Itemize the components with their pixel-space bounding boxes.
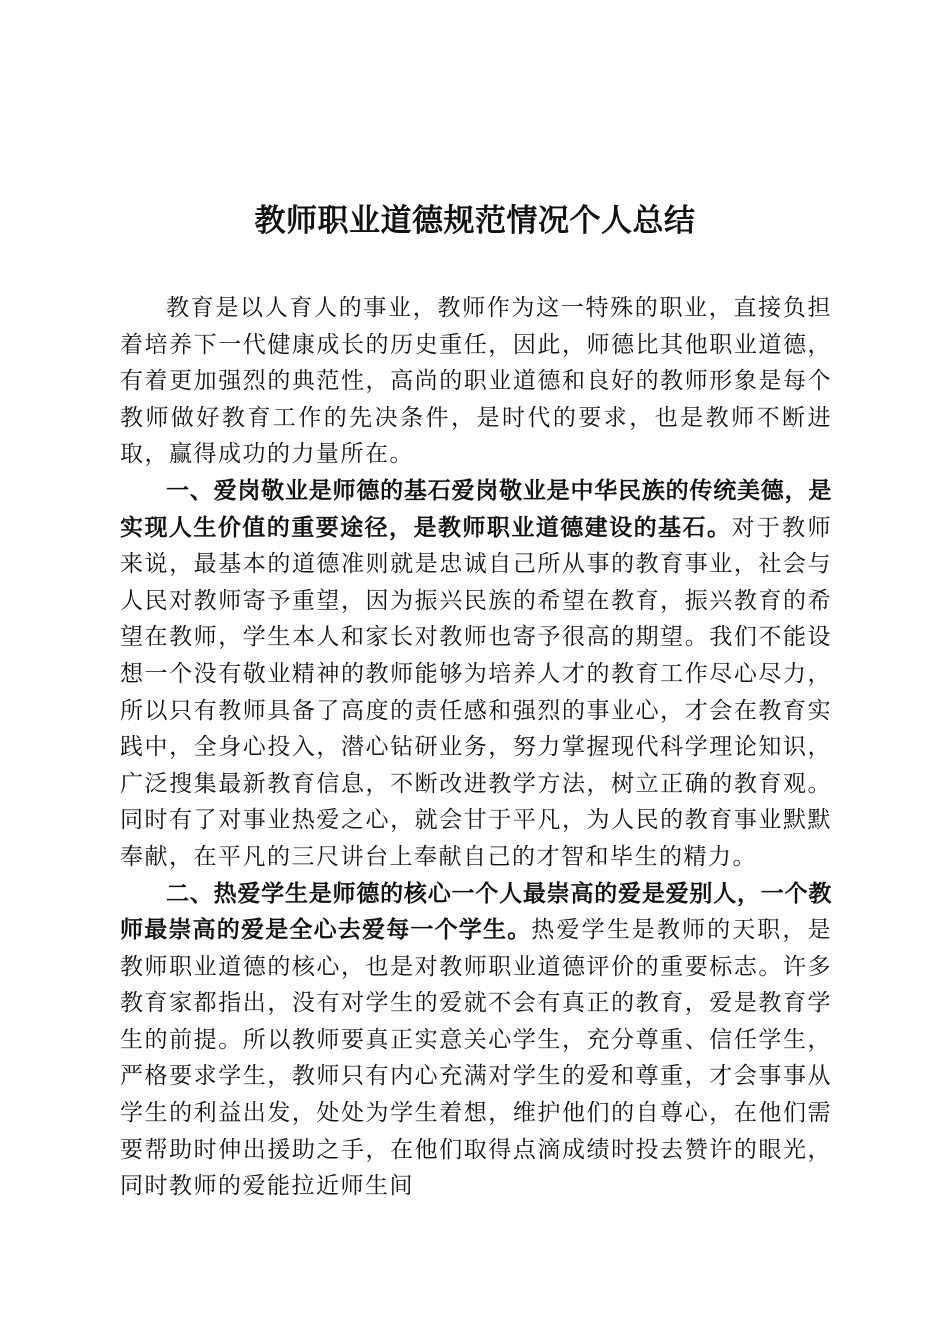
paragraph-text: 对于教师来说，最基本的道德准则就是忠诚自己所从事的教育事业，社会与人民对教师寄予重望，因为振兴民族的希望在教育，振兴教育的希望在教师，学生本人和家长对教师也寄予很高的期望。我们不能设想一个没有敬业精神的教师能够为培养人才的教育工作尽心尽力，所以只有教师具备了高度的责任感和强烈的事业心，才会在教育实践中，全身心投入，潜心钻研业务，努力掌握现代科学理论知识，广泛搜集最新教育信息，不断改进教学方法，树立正确的教育观。同时有了对事业热爱之心，就会甘于平凡，为人民的教育事业默默奉献，在平凡的三尺讲台上奉献自己的才智和毕生的精力。 (120, 514, 833, 870)
document-body (120, 290, 832, 1205)
document-title: 教师职业道德规范情况个人总结 (254, 203, 696, 239)
paragraph-intro (120, 290, 832, 473)
section-heading-2: 二、热爱学生是师德的核心一个人最崇高的爱是爱别人，一个教师最崇高的爱是全心去爱每一个学生。 (120, 880, 832, 944)
paragraph-section-2 (120, 876, 832, 1205)
paragraph-text: 教育是以人育人的事业，教师作为这一特殊的职业，直接负担着培养下一代健康成长的历史重任，因此，师德比其他职业道德，有着更加强烈的典范性，高尚的职业道德和良好的教师形象是每个教师做好教育工作的先决条件，是时代的要求，也是教师不断进取，赢得成功的力量所在。 (120, 295, 832, 468)
paragraph-section-1 (120, 473, 832, 876)
section-heading-1: 一、爱岗敬业是师德的基石爱岗敬业是中华民族的传统美德，是实现人生价值的重要途径，是教师职业道德建设的基石。 (120, 477, 832, 541)
paragraph-text: 热爱学生是教师的天职，是教师职业道德的核心，也是对教师职业道德评价的重要标志。许多教育家都指出，没有对学生的爱就不会有真正的教育，爱是教育学生的前提。所以教师要真正实意关心学生，充分尊重、信任学生，严格要求学生，教师只有内心充满对学生的爱和尊重，才会事事从学生的利益出发，处处为学生着想，维护他们的自尊心，在他们需要帮助时伸出援助之手，在他们取得点滴成绩时投去赞许的眼光，同时教师的爱能拉近师生间 (120, 917, 833, 1200)
